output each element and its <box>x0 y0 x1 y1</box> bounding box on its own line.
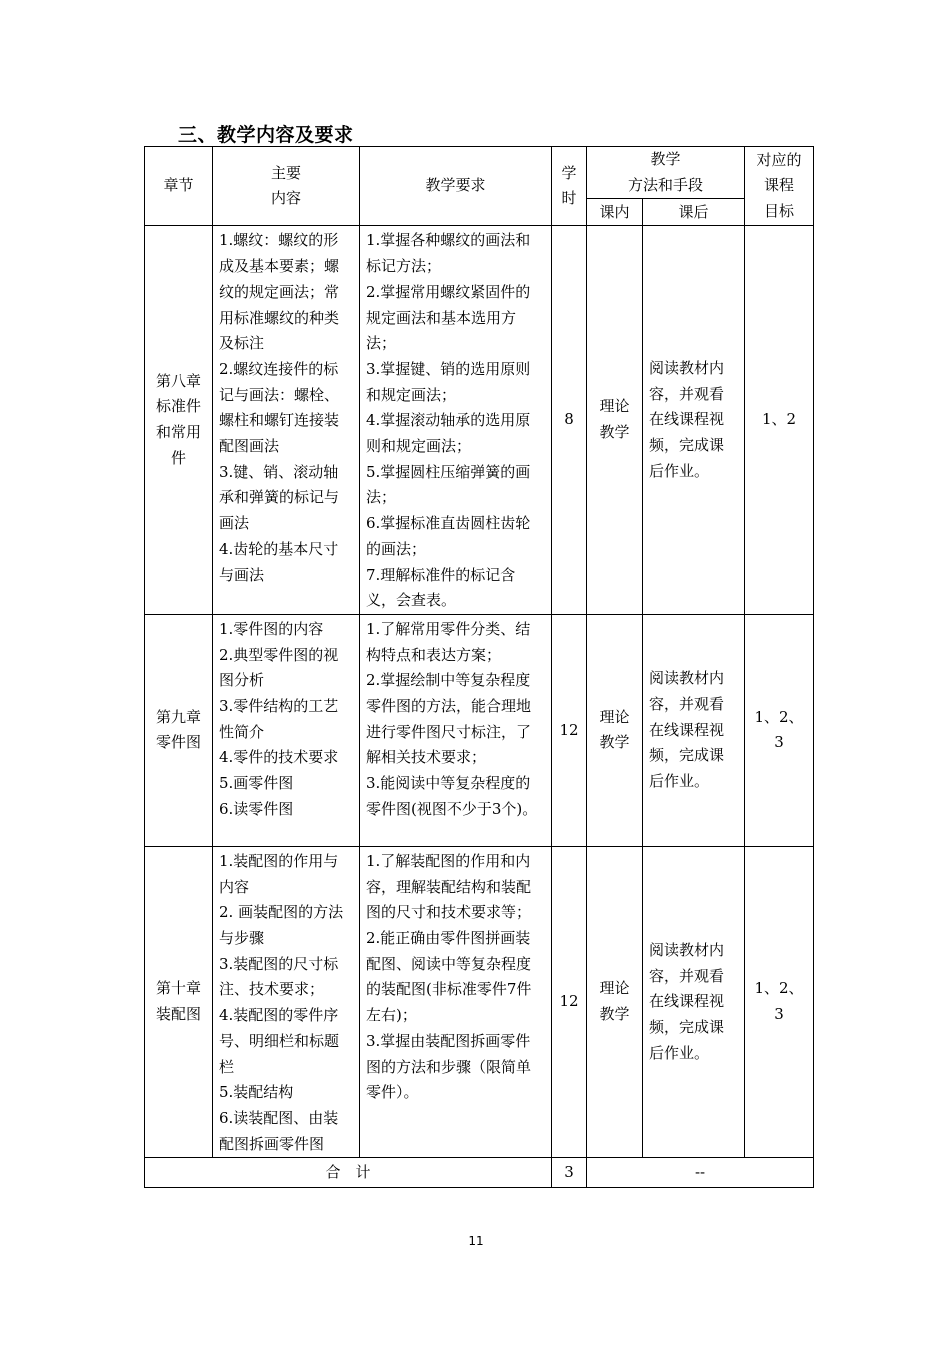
after-class-cell: 阅读教材内容，并观看在线课程视频，完成课后作业。 <box>643 226 745 615</box>
requirement-item: 1.了解常用零件分类、结构特点和表达方案； <box>366 619 531 664</box>
header-after-class: 课后 <box>643 199 745 226</box>
requirement-item: 3.掌握由装配图拆画零件图的方法和步骤（限简单零件）。 <box>366 1031 532 1102</box>
content-item: 6.读零件图 <box>219 799 294 818</box>
requirement-item: 6.掌握标准直齿圆柱齿轮的画法； <box>366 514 531 558</box>
header-objectives-line3: 目标 <box>764 202 795 221</box>
content-item: 3.装配图的尺寸标注、技术要求； <box>219 954 339 999</box>
requirement-item: 2.能正确由零件图拼画装配图、阅读中等复杂程度的装配图(非标准零件7件左右)； <box>366 929 532 1025</box>
header-main-content-line2: 内容 <box>270 189 301 208</box>
section-title: 三、教学内容及要求 <box>178 124 354 146</box>
total-rest: -- <box>587 1158 814 1188</box>
requirements-cell <box>360 846 552 1157</box>
header-objectives-line1: 对应的 <box>756 150 802 169</box>
objectives-cell: 1、2 <box>745 226 814 615</box>
requirements-cell <box>360 614 552 846</box>
header-objectives-line2: 课程 <box>764 176 795 195</box>
header-main-content-line1: 主要 <box>270 163 301 182</box>
content-cell <box>213 614 360 846</box>
in-class-cell: 理论教学 <box>587 226 643 615</box>
table-row <box>145 226 814 615</box>
chapter-cell: 第十章装配图 <box>145 846 213 1157</box>
requirement-item: 1.了解装配图的作用和内容，理解装配结构和装配图的尺寸和技术要求等； <box>366 851 532 922</box>
content-item: 2.螺纹连接件的标记与画法：螺栓、螺柱和螺钉连接装配图画法 <box>219 359 340 456</box>
header-methods-line2: 方法和手段 <box>628 175 704 194</box>
requirement-item: 2.掌握常用螺纹紧固件的规定画法和基本选用方法； <box>366 282 531 353</box>
table-row <box>145 846 814 1157</box>
table-row <box>145 614 814 846</box>
content-item: 5.画零件图 <box>219 774 294 793</box>
header-hours-line2: 时 <box>561 189 577 208</box>
content-item: 1.零件图的内容 <box>219 619 324 638</box>
requirement-item: 3.掌握键、销的选用原则和规定画法； <box>366 359 531 404</box>
hours-cell: 8 <box>552 226 587 615</box>
teaching-content-table <box>144 146 814 1188</box>
header-requirements: 教学要求 <box>360 147 552 226</box>
total-row <box>145 1158 814 1188</box>
content-item: 1.螺纹：螺纹的形成及基本要素；螺纹的规定画法；常用标准螺纹的种类及标注 <box>219 231 340 353</box>
header-hours <box>552 147 587 226</box>
requirement-item: 4.掌握滚动轴承的选用原则和规定画法； <box>366 411 531 456</box>
content-cell <box>213 226 360 615</box>
requirement-item: 1.掌握各种螺纹的画法和标记方法； <box>366 231 531 276</box>
objectives-cell: 1、2、3 <box>745 846 814 1157</box>
total-label: 合 计 <box>145 1158 552 1188</box>
header-in-class: 课内 <box>587 199 643 226</box>
page-number: 11 <box>468 1234 484 1248</box>
content-item: 3.键、销、滚动轴承和弹簧的标记与画法 <box>219 462 340 533</box>
in-class-cell: 理论教学 <box>587 614 643 846</box>
after-class-cell: 阅读教材内容，并观看在线课程视频，完成课后作业。 <box>643 846 745 1157</box>
content-item: 2.典型零件图的视图分析 <box>219 645 339 690</box>
header-methods-line1: 教学 <box>650 150 681 168</box>
total-hours: 3 <box>552 1158 587 1188</box>
content-item: 4.零件的技术要求 <box>219 748 339 767</box>
content-item: 6.读装配图、由装配图拆画零件图 <box>219 1108 339 1153</box>
requirement-item: 2.掌握绘制中等复杂程度零件图的方法，能合理地进行零件图尺寸标注，了解相关技术要求； <box>366 671 532 767</box>
requirement-item: 7.理解标准件的标记含义，会查表。 <box>366 565 516 610</box>
header-hours-line1: 学 <box>561 163 577 182</box>
content-item: 3.零件结构的工艺性简介 <box>219 697 339 741</box>
in-class-cell: 理论教学 <box>587 846 643 1157</box>
requirement-item: 3.能阅读中等复杂程度的零件图(视图不少于3个)。 <box>366 774 538 818</box>
chapter-cell: 第九章零件图 <box>145 614 213 846</box>
header-objectives <box>745 147 814 226</box>
content-item: 4.装配图的零件序号、明细栏和标题栏 <box>219 1006 340 1076</box>
header-main-content <box>213 147 360 226</box>
content-item: 5.装配结构 <box>219 1083 294 1102</box>
requirement-item: 5.掌握圆柱压缩弹簧的画法； <box>366 462 531 507</box>
chapter-cell: 第八章标准件和常用件 <box>145 226 213 615</box>
hours-cell: 12 <box>552 846 587 1157</box>
header-methods <box>587 147 745 199</box>
objectives-cell: 1、2、3 <box>745 614 814 846</box>
hours-cell: 12 <box>552 614 587 846</box>
requirements-cell <box>360 226 552 615</box>
after-class-cell: 阅读教材内容，并观看在线课程视频，完成课后作业。 <box>643 614 745 846</box>
content-item: 1.装配图的作用与内容 <box>219 851 339 896</box>
header-chapter: 章节 <box>145 147 213 226</box>
content-item: 2. 画装配图的方法与步骤 <box>219 903 344 948</box>
content-item: 4.齿轮的基本尺寸与画法 <box>219 539 339 584</box>
content-cell <box>213 846 360 1157</box>
header-row <box>145 147 814 199</box>
